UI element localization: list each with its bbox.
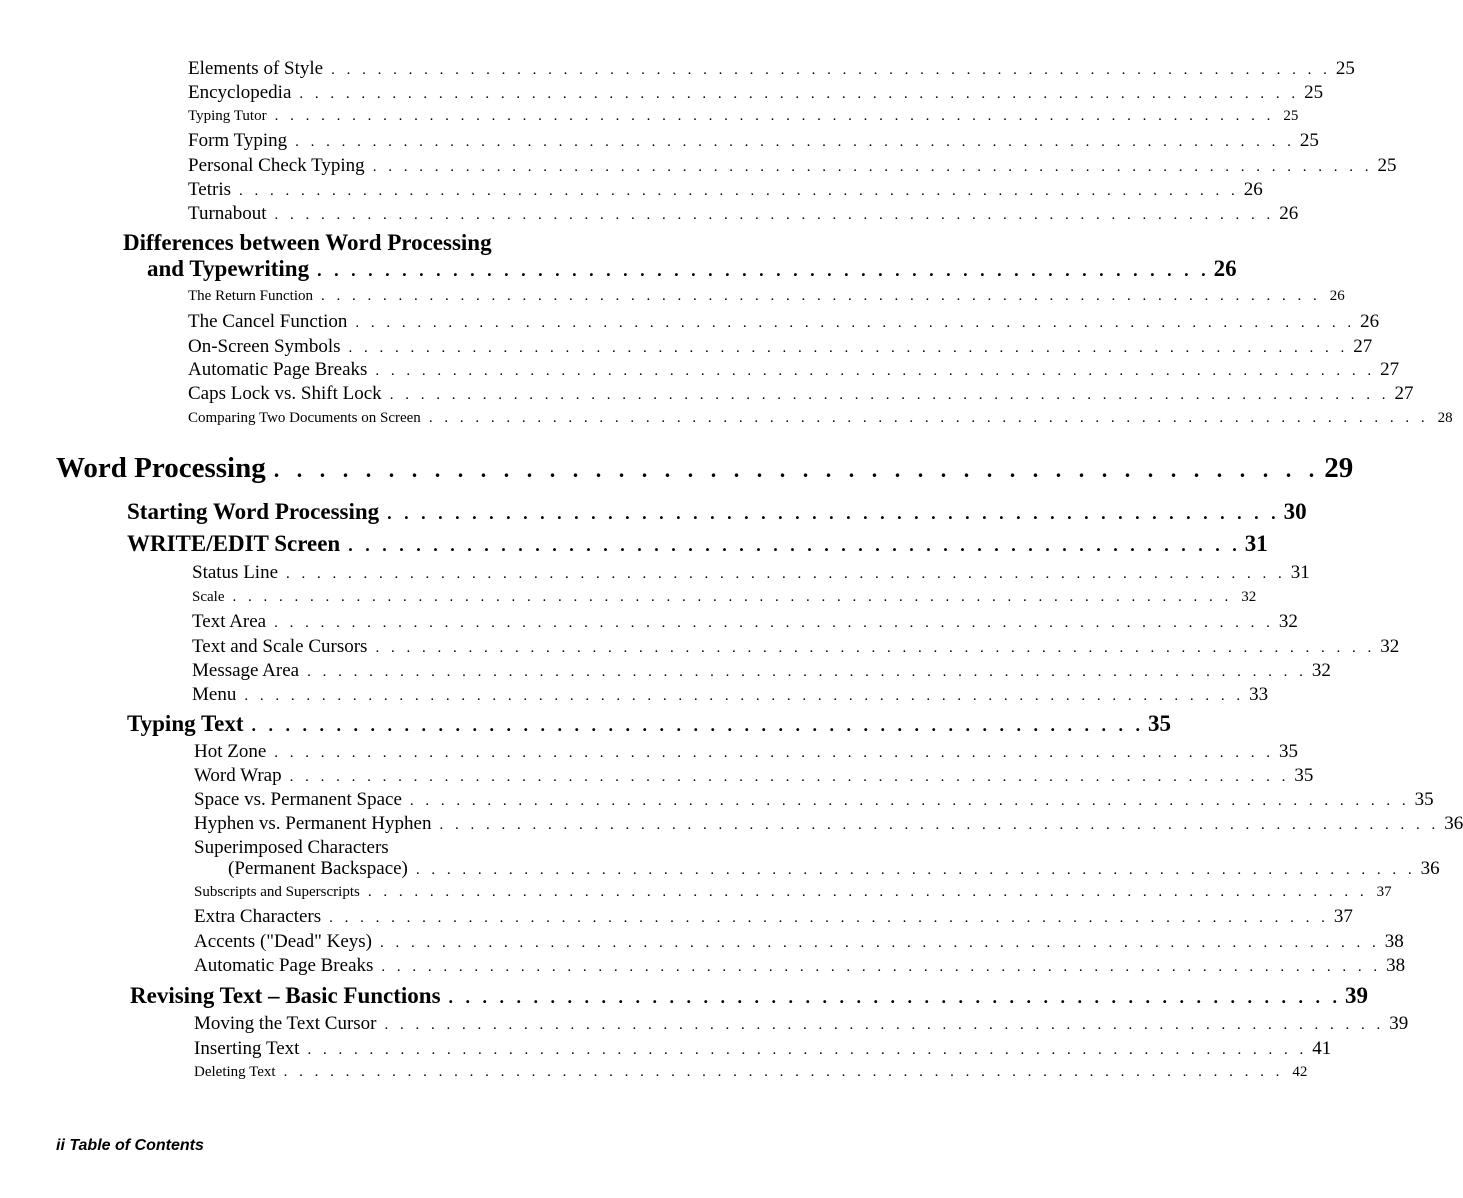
toc-entry-title: Moving the Text Cursor [194,1013,377,1034]
toc-entry-title: (Permanent Backspace) [228,858,408,879]
toc-entry-title: Hot Zone [194,741,267,762]
toc-page-number: 41 [1312,1038,1332,1059]
dot-leader: . . . . . . . . . . . . . . . . . . . . . . . . . . . . . . . . . . . . . . . . . . . . . . . . . . . . . . . . . . . . . . . . . [367,884,1368,900]
toc-entry-title: Accents ("Dead" Keys) [194,931,372,952]
toc-page-number: 27 [1380,359,1400,380]
toc-entry-title: Encyclopedia [188,82,292,103]
toc-entry [188,359,1400,381]
dot-leader: . . . . . . . . . . . . . . . . . . . . . . . . . . . . . . . . . . . . . . . . . . . . . . . . . . . . . . . . . . . . . . . . . [384,1017,1385,1033]
toc-entry [194,765,1314,787]
dot-leader: . . . . . . . . . . . . . . . . . . . . . . . . . . . . . . . . . . . . . . . . . . . . . . . . . . . . . . . . . . . . . . . . . [307,664,1307,680]
toc-entry-title: Deleting Text [194,1064,276,1080]
toc-entry [194,789,1434,811]
toc-entry-title: Automatic Page Breaks [194,955,374,976]
toc-entry [194,931,1404,953]
dot-leader: . . . . . . . . . . . . . . . . . . . . . . . . . . . . . . . . . . . . . . . . . . . . . . . . . . . . . . . . . . . . . . . . . [299,86,1300,102]
toc-section-entry [130,983,1369,1009]
toc-entry [188,155,1397,177]
toc-entry-title: Space vs. Permanent Space [194,789,402,810]
toc-section-entry [127,499,1307,525]
toc-page-number: 35 [1148,711,1172,736]
dot-leader: . . . . . . . . . . . . . . . . . . . . . . . . . . . . . . . . . . . . . . . . . . . . . . . . . . . . . . . . . . . . . . . . . [428,410,1429,426]
toc-section-entry [127,531,1268,557]
toc-entry-title: Status Line [192,562,279,583]
toc-page-number: 26 [1213,256,1237,281]
toc-entry [188,108,1299,125]
toc-entry [188,82,1324,104]
dot-leader: . . . . . . . . . . . . . . . . . . . . . . . . . . . . . . . . . . . . . . . . . . . . . . . . . . . . . . . . . . . . . . . . . [274,745,1275,761]
dot-leader: . . . . . . . . . . . . . . . . . . . . . . . . . . . . . . . . . . . . . . . . . . . . . . . . . . . . . . . . . . . . . . . . . [232,589,1233,605]
dot-leader: . . . . . . . . . . . . . . . . . . . . . . . . . . . . . . . . . . . . . . . . . . . . . . . . . . . . . . . . . . . . . . . . . [355,315,1356,331]
toc-entry-title: Scale [192,589,225,605]
toc-entry-title: Hyphen vs. Permanent Hyphen [194,813,432,834]
toc-page-number: 25 [1283,108,1299,124]
toc-page-number: 32 [1311,660,1331,681]
toc-entry [192,636,1400,658]
toc-page-number: 39 [1389,1013,1409,1034]
toc-page-number: 26 [1329,288,1345,304]
toc-page-number: 31 [1290,562,1310,583]
toc-entry [192,562,1310,584]
toc-page-number: 25 [1304,82,1324,103]
toc-page-number: 32 [1278,611,1298,632]
toc-section-title: Revising Text – Basic Functions [130,983,441,1008]
toc-entry [192,589,1257,606]
toc-entry [188,410,1453,427]
dot-leader: . . . . . . . . . . . . . . . . . . . . . . . . . . . . . . . . . . . . . . . . . . . . . . . . . . . . . . . . . . . . . . . . . [380,935,1380,951]
toc-entry [188,336,1373,358]
toc-entry-title-line1: Superimposed Characters [194,837,389,858]
toc-entry [188,203,1299,225]
toc-entry [194,884,1392,901]
toc-entry [188,288,1345,305]
toc-entry-title: Form Typing [188,130,288,151]
toc-entry [194,955,1406,977]
dot-leader: . . . . . . . . . . . . . . . . . . . . . . . . . . . . . . . . . . . . . . . . . . . . . . . . . . . . . . . . . . . . . . . . . [348,340,1349,356]
toc-entry-title: Comparing Two Documents on Screen [188,410,421,426]
dot-leader: . . . . . . . . . . . . . . . . . . . . . . . . . . . . . . . . . . . . . . . . . . . . . . . . . . . . . . . . . . . . . . . . . [375,363,1376,379]
dot-leader: . . . . . . . . . . . . . . . . . . . . . . . . . . . . . . . . . . . . . . . . . . . . . . . . . . . . . . . . . . . . . . . . . [289,769,1290,785]
toc-page-number: 28 [1437,410,1453,426]
toc-entry [188,130,1319,152]
dot-leader: . . . . . . . . . . . . . . . . . . . . . . . . . . . . . . . . . . . . . . . . . . . . . . . . . . . . . . . . . . . . . . . . . [375,640,1376,656]
dot-leader: . . . . . . . . . . . . . . . . . . . . . . . . . . . . . . . . . . . . . . . . . . . . . . . . . . . . . . . . . . . . . . . . . [307,1042,1308,1058]
toc-page-number: 25 [1335,58,1355,79]
toc-page-number: 38 [1386,955,1406,976]
toc-entry [188,311,1380,333]
toc-page-number: 29 [1324,452,1354,484]
toc-page-number: 35 [1294,765,1314,786]
dot-leader: . . . . . . . . . . . . . . . . . . . . . . . . . . . . . . . . . . . . . . . . . . . . . . . . . . . . . [317,260,1210,280]
toc-section-title: Typing Text [127,711,244,736]
toc-page-number: 36 [1420,858,1440,879]
toc-entry-title: Tetris [188,179,231,200]
dot-leader: . . . . . . . . . . . . . . . . . . . . . . . . . . . . . . . . . . . . . . . . . . . . . . . . . . . . . . . . . . . . . . . . . [274,108,1275,124]
toc-section-entry [127,711,1172,737]
toc-page-number: 36 [1444,813,1463,834]
toc-page-number: 32 [1380,636,1400,657]
toc-page-number: 26 [1243,179,1263,200]
dot-leader: . . . . . . . . . . . . . . . . . . . . . . . . . . . . . . . . . . . . . . . . . . . . . . . . . . . . . . . . . . . . . . . . . [244,688,1245,704]
page-footer: ii Table of Contents [56,1137,204,1154]
toc-entry [194,1038,1332,1060]
toc-entry-title: Text and Scale Cursors [192,636,368,657]
dot-leader: . . . . . . . . . . . . . . . . . . . . . . . . . . . . . . . . . . . . . . . . . . . . . . . . . . . . . [251,715,1145,735]
dot-leader: . . . . . . . . . . . . . . . . . . . . . . . . . . . . . . . . . . . . . . . . . . . . . . . . . . . . . . . . . . . . . . . . . [439,817,1440,833]
toc-entry-title: Text Area [192,611,267,632]
toc-entry-title: Subscripts and Superscripts [194,884,360,900]
toc-page-number: 27 [1353,336,1373,357]
dot-leader: . . . . . . . . . . . . . . . . . . . . . . . . . . . . . . . . . . . . . . . . . . . . . . . . . . . . . . . . . . . . . . . . . [239,183,1239,199]
dot-leader: . . . . . . . . . . . . . . . . . . . . . . . . . . . . . . . . . . . . . . . . . . . . . . . . . . . . . . . . . . . . . . . . . [286,566,1286,582]
toc-entry-title: Elements of Style [188,58,324,79]
dot-leader: . . . . . . . . . . . . . . . . . . . . . . . . . . . . . . . . . . . . . . . . . . . . . . . . . . . . . . . . . . . . . . . . . [295,134,1295,150]
toc-entry [194,1013,1409,1035]
toc-page-number: 26 [1279,203,1299,224]
toc-page-number: 35 [1279,741,1299,762]
dot-leader: . . . . . . . . . . . . . . . . . . . . . . . . . . . . . . . . . . . . . . . . . . . . . . . . . . . . . [348,535,1241,555]
toc-page-number: 31 [1244,531,1268,556]
dot-leader: . . . . . . . . . . . . . . . . . . . . . . . . . . . . . . . . . . . . . . . . . . . . . . . . . . . . . . . . . . . . . . . . . [389,387,1390,403]
toc-entry [194,1064,1308,1081]
toc-chapter-entry [56,452,1354,485]
toc-entry [188,58,1355,80]
toc-entry [194,906,1353,928]
toc-page-number: 35 [1414,789,1434,810]
toc-page-number: 38 [1384,931,1404,952]
dot-leader: . . . . . . . . . . . . . . . . . . . . . . . . . . . . . . . . . . . . . . . . . . . . . . . . . . . . . [448,987,1342,1007]
toc-page-number: 33 [1249,684,1269,705]
dot-leader: . . . . . . . . . . . . . . . . . . . . . . . . . . . . . . . . . . . . . . . . . . . . . . [273,457,1321,482]
toc-entry-title: Caps Lock vs. Shift Lock [188,383,382,404]
toc-entry-title: Word Wrap [194,765,282,786]
dot-leader: . . . . . . . . . . . . . . . . . . . . . . . . . . . . . . . . . . . . . . . . . . . . . . . . . . . . . . . . . . . . . . . . . [372,159,1373,175]
dot-leader: . . . . . . . . . . . . . . . . . . . . . . . . . . . . . . . . . . . . . . . . . . . . . . . . . . . . . . . . . . . . . . . . . [274,615,1274,631]
dot-leader: . . . . . . . . . . . . . . . . . . . . . . . . . . . . . . . . . . . . . . . . . . . . . . . . . . . . . . . . . . . . . . . . . [409,793,1410,809]
dot-leader: . . . . . . . . . . . . . . . . . . . . . . . . . . . . . . . . . . . . . . . . . . . . . . . . . . . . . . . . . . . . . . . . . [283,1064,1284,1080]
toc-entry [194,813,1463,835]
toc-entry-title: Personal Check Typing [188,155,365,176]
toc-entry-title: Message Area [192,660,300,681]
dot-leader: . . . . . . . . . . . . . . . . . . . . . . . . . . . . . . . . . . . . . . . . . . . . . . . . . . . . . [387,503,1280,523]
toc-entry-title: Menu [192,684,237,705]
toc-entry [228,858,1440,880]
toc-entry-title: On-Screen Symbols [188,336,341,357]
toc-entry-title: Typing Tutor [188,108,267,124]
toc-entry [188,383,1414,405]
toc-page-number: 32 [1241,589,1257,605]
toc-entry-title: The Return Function [188,288,313,304]
toc-page-number: 37 [1333,906,1353,927]
toc-entry [192,660,1331,682]
toc-entry-title: Automatic Page Breaks [188,359,368,380]
dot-leader: . . . . . . . . . . . . . . . . . . . . . . . . . . . . . . . . . . . . . . . . . . . . . . . . . . . . . . . . . . . . . . . . . [381,959,1382,975]
toc-entry-title: Extra Characters [194,906,322,927]
toc-section-title: Starting Word Processing [127,499,380,524]
toc-page-number: 25 [1377,155,1397,176]
toc-entry-title: Inserting Text [194,1038,300,1059]
toc-section-entry [147,256,1237,282]
toc-page-number: 39 [1345,983,1369,1008]
toc-section-title: WRITE/EDIT Screen [127,531,341,556]
toc-chapter-title: Word Processing [56,452,266,484]
toc-entry-title: The Cancel Function [188,311,348,332]
toc-section-title: and Typewriting [147,256,310,281]
dot-leader: . . . . . . . . . . . . . . . . . . . . . . . . . . . . . . . . . . . . . . . . . . . . . . . . . . . . . . . . . . . . . . . . . [329,910,1329,926]
toc-page-number: 25 [1299,130,1319,151]
dot-leader: . . . . . . . . . . . . . . . . . . . . . . . . . . . . . . . . . . . . . . . . . . . . . . . . . . . . . . . . . . . . . . . . . [274,207,1275,223]
toc-page-number: 26 [1360,311,1380,332]
dot-leader: . . . . . . . . . . . . . . . . . . . . . . . . . . . . . . . . . . . . . . . . . . . . . . . . . . . . . . . . . . . . . . . . . [415,862,1416,878]
toc-page-number: 27 [1394,383,1414,404]
toc-entry [192,684,1269,706]
toc-page-number: 30 [1283,499,1307,524]
toc-entry-title: Turnabout [188,203,267,224]
toc-page-number: 42 [1292,1064,1308,1080]
dot-leader: . . . . . . . . . . . . . . . . . . . . . . . . . . . . . . . . . . . . . . . . . . . . . . . . . . . . . . . . . . . . . . . . . [320,288,1321,304]
toc-section-title-line1: Differences between Word Processing [123,230,492,255]
toc-page-number: 37 [1376,884,1392,900]
toc-entry [192,611,1298,633]
toc-entry [188,179,1263,201]
toc-entry [194,741,1299,763]
dot-leader: . . . . . . . . . . . . . . . . . . . . . . . . . . . . . . . . . . . . . . . . . . . . . . . . . . . . . . . . . . . . . . . . . [331,62,1331,78]
